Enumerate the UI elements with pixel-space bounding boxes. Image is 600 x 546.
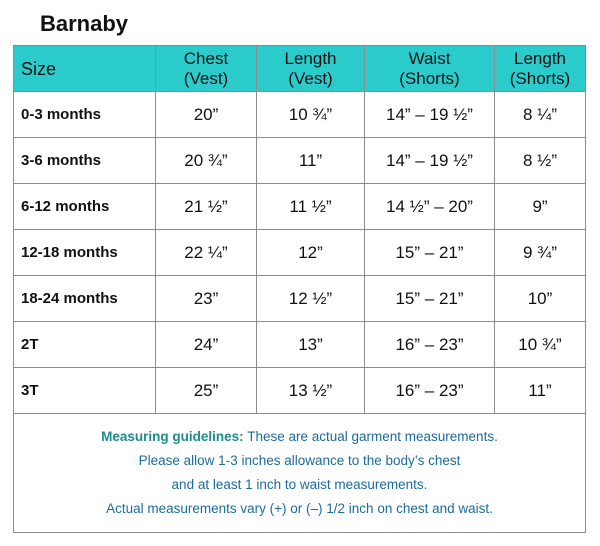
waist-cell: 14 ½” – 20” (365, 184, 495, 230)
header-length-vest (257, 46, 365, 92)
table-row (14, 322, 586, 368)
chest-cell: 23” (156, 276, 257, 322)
guideline-line-4: Actual measurements vary (+) or (–) 1/2 inch on chest and waist. (106, 501, 493, 516)
waist-cell: 16” – 23” (365, 368, 495, 414)
shorts-length-cell: 10” (495, 276, 586, 322)
header-waist-shorts (365, 46, 495, 92)
shorts-length-cell: 8 ½” (495, 138, 586, 184)
waist-cell: 14” – 19 ½” (365, 92, 495, 138)
vest-length-cell: 13 ½” (257, 368, 365, 414)
table-row (14, 138, 586, 184)
size-cell: 18-24 months (14, 276, 156, 322)
table-row (14, 184, 586, 230)
header-waist-shorts-line1: Waist (408, 48, 451, 68)
shorts-length-cell: 8 ¼” (495, 92, 586, 138)
measuring-guidelines (14, 414, 586, 533)
vest-length-cell: 12” (257, 230, 365, 276)
guideline-line-1 (14, 425, 585, 449)
guideline-line-1-text: These are actual garment measurements. (243, 429, 498, 444)
waist-cell: 16” – 23” (365, 322, 495, 368)
vest-length-cell: 13” (257, 322, 365, 368)
vest-length-cell: 12 ½” (257, 276, 365, 322)
waist-cell: 15” – 21” (365, 230, 495, 276)
guidelines-row (14, 414, 586, 533)
chest-cell: 20 ¾” (156, 138, 257, 184)
header-length-shorts-line2: (Shorts) (509, 68, 571, 88)
size-cell: 2T (14, 322, 156, 368)
header-length-shorts-line1: Length (514, 48, 566, 68)
guideline-line-3: and at least 1 inch to waist measurements. (171, 477, 428, 492)
size-cell: 3T (14, 368, 156, 414)
chest-cell: 22 ¼” (156, 230, 257, 276)
size-cell: 12-18 months (14, 230, 156, 276)
header-chest-vest-line2: (Vest) (183, 68, 229, 88)
header-chest-vest-line1: Chest (183, 48, 229, 68)
table-row (14, 276, 586, 322)
header-waist-shorts-line2: (Shorts) (399, 68, 460, 88)
header-size: Size (14, 46, 156, 92)
header-length-shorts (495, 46, 586, 92)
shorts-length-cell: 10 ¾” (495, 322, 586, 368)
guidelines-label: Measuring guidelines: (101, 429, 244, 444)
chest-cell: 21 ½” (156, 184, 257, 230)
table-row (14, 92, 586, 138)
chest-cell: 24” (156, 322, 257, 368)
guideline-line-2: Please allow 1-3 inches allowance to the body’s chest (138, 453, 461, 468)
size-cell: 0-3 months (14, 92, 156, 138)
size-chart-table (13, 45, 586, 533)
chest-cell: 25” (156, 368, 257, 414)
shorts-length-cell: 9” (495, 184, 586, 230)
shorts-length-cell: 9 ¾” (495, 230, 586, 276)
chest-cell: 20” (156, 92, 257, 138)
header-row (14, 46, 586, 92)
header-length-vest-line2: (Vest) (288, 68, 333, 88)
table-row (14, 230, 586, 276)
size-cell: 3-6 months (14, 138, 156, 184)
page-title: Barnaby (40, 11, 129, 36)
vest-length-cell: 10 ¾” (257, 92, 365, 138)
waist-cell: 14” – 19 ½” (365, 138, 495, 184)
vest-length-cell: 11 ½” (257, 184, 365, 230)
header-chest-vest (156, 46, 257, 92)
table-row (14, 368, 586, 414)
waist-cell: 15” – 21” (365, 276, 495, 322)
header-length-vest-line1: Length (284, 48, 337, 68)
shorts-length-cell: 11” (495, 368, 586, 414)
vest-length-cell: 11” (257, 138, 365, 184)
size-cell: 6-12 months (14, 184, 156, 230)
